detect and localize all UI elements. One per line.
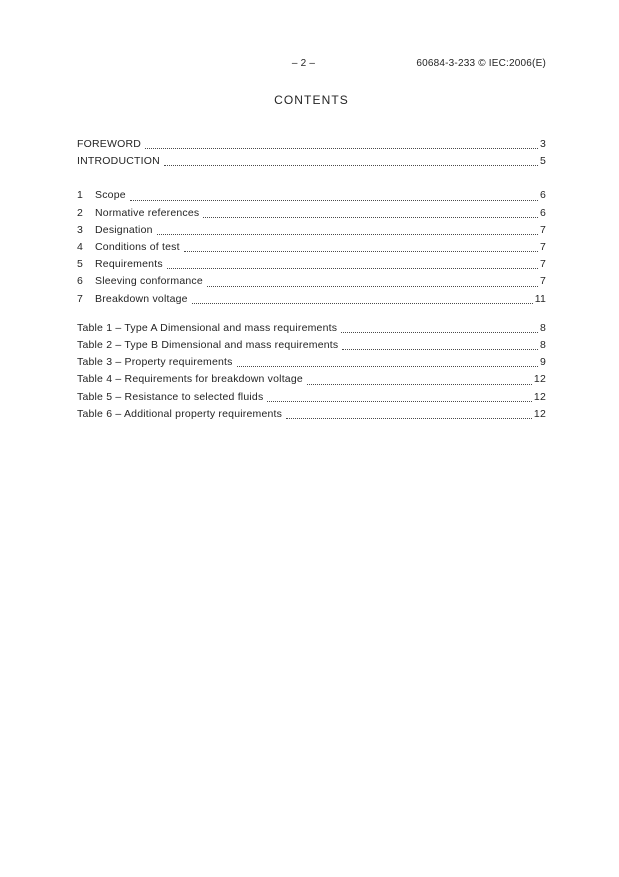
toc-page-number: 9 xyxy=(539,356,546,369)
toc-page-number: 6 xyxy=(539,206,546,219)
toc-entry-label: Table 6 – Additional property requirements xyxy=(77,407,283,420)
toc-entry-label: Table 1 – Type A Dimensional and mass requirements xyxy=(77,321,338,334)
toc-entry-label: Table 4 – Requirements for breakdown voltage xyxy=(77,373,303,386)
toc-entry-label: Requirements xyxy=(95,258,163,271)
toc-page-number: 7 xyxy=(539,223,546,236)
toc-sections xyxy=(77,187,546,307)
toc-section-number: 4 xyxy=(77,241,84,254)
toc-entry-section xyxy=(77,222,546,239)
toc-page-number: 3 xyxy=(539,138,546,150)
toc-page-number: 11 xyxy=(534,292,546,305)
dot-leader xyxy=(184,251,538,252)
toc-tables xyxy=(77,320,546,423)
toc-section-number: 7 xyxy=(77,292,84,305)
dot-leader xyxy=(203,217,538,218)
toc-entry-introduction xyxy=(77,153,546,170)
dot-leader xyxy=(130,200,538,201)
toc-entry-label: Designation xyxy=(95,223,153,236)
dot-leader xyxy=(164,165,538,166)
toc-page-number: 12 xyxy=(533,373,546,386)
toc-page-number: 7 xyxy=(539,275,546,288)
toc-page-number: 7 xyxy=(539,241,546,254)
page-header xyxy=(77,57,546,71)
toc-entry-label: Table 2 – Type B Dimensional and mass requirements xyxy=(77,339,339,352)
dot-leader xyxy=(167,268,538,269)
toc-section-number: 6 xyxy=(77,275,84,288)
dot-leader xyxy=(157,234,538,235)
toc-entry-table xyxy=(77,406,546,423)
toc-entry-section xyxy=(77,256,546,273)
toc-page-number: 12 xyxy=(533,407,546,420)
toc-entry-table xyxy=(77,337,546,354)
toc-entry-label: Normative references xyxy=(95,206,200,219)
dot-leader xyxy=(237,366,538,367)
page-number: – 2 – xyxy=(291,58,316,69)
toc-section-number: 2 xyxy=(77,206,84,219)
toc-page-number: 8 xyxy=(539,321,546,334)
toc-entry-label: Table 3 – Property requirements xyxy=(77,356,233,369)
toc-page-number: 7 xyxy=(539,258,546,271)
toc-page-number: 6 xyxy=(539,189,546,202)
dot-leader xyxy=(192,303,533,304)
toc-page-number: 12 xyxy=(533,390,546,403)
toc-entry-label: FOREWORD xyxy=(77,138,142,150)
toc-section-number: 3 xyxy=(77,223,84,236)
dot-leader xyxy=(307,384,532,385)
dot-leader xyxy=(286,418,532,419)
dot-leader xyxy=(207,286,538,287)
toc-entry-foreword xyxy=(77,136,546,153)
toc-entry-section xyxy=(77,239,546,256)
toc-entry-label: Breakdown voltage xyxy=(95,292,188,305)
dot-leader xyxy=(341,332,538,333)
toc-entry-table xyxy=(77,320,546,337)
toc-front-matter xyxy=(77,136,546,170)
toc-entry-table xyxy=(77,389,546,406)
toc-entry-section xyxy=(77,187,546,204)
toc-section-number: 1 xyxy=(77,189,84,202)
dot-leader xyxy=(342,349,538,350)
toc-entry-label: Table 5 – Resistance to selected fluids xyxy=(77,390,264,403)
toc-entry-section xyxy=(77,205,546,222)
toc-entry-section xyxy=(77,273,546,290)
toc-entry-label: Conditions of test xyxy=(95,241,180,254)
toc-section-number: 5 xyxy=(77,258,84,271)
dot-leader xyxy=(145,148,538,149)
toc-entry-table xyxy=(77,371,546,388)
toc-entry-label: Sleeving conformance xyxy=(95,275,203,288)
toc-entry-section xyxy=(77,291,546,308)
document-reference: 60684-3-233 © IEC:2006(E) xyxy=(416,58,546,69)
toc-entry-label: INTRODUCTION xyxy=(77,155,160,168)
dot-leader xyxy=(267,401,532,402)
toc-page-number: 8 xyxy=(539,339,546,352)
contents-title: CONTENTS xyxy=(274,93,349,107)
toc-entry-label: Scope xyxy=(95,189,126,202)
toc-entry-table xyxy=(77,354,546,371)
toc-page-number: 5 xyxy=(539,155,546,168)
table-of-contents xyxy=(77,136,546,423)
